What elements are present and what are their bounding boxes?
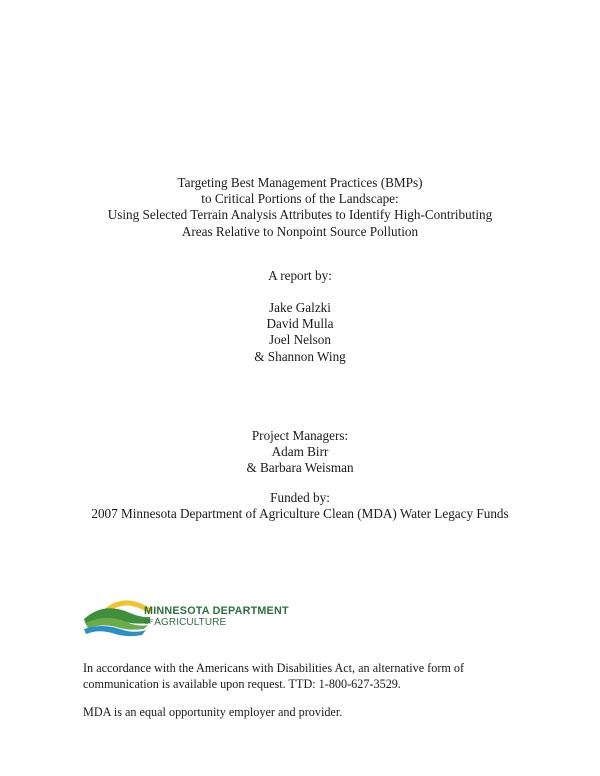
author-list xyxy=(0,300,600,365)
project-managers-label: Project Managers: xyxy=(251,428,349,443)
equal-opportunity-text: MDA is an equal opportunity employer and provider. xyxy=(83,705,343,719)
logo-of-text: OF xyxy=(144,619,154,626)
mda-logo-icon xyxy=(82,595,152,637)
ada-line-2: communication is available upon request. TTD: 1-800-627-3529. xyxy=(83,676,401,691)
author-name: David Mulla xyxy=(266,316,334,332)
title-line-2: to Critical Portions of the Landscape: xyxy=(201,191,399,207)
title-line-4: Areas Relative to Nonpoint Source Pollution xyxy=(181,223,419,239)
title-line-3: Using Selected Terrain Analysis Attributes to Identify High-Contributing xyxy=(107,207,493,223)
mda-logo-text xyxy=(144,605,289,628)
project-managers xyxy=(0,428,600,477)
author-name: Joel Nelson xyxy=(269,332,331,348)
logo-agriculture-word: AGRICULTURE xyxy=(154,617,227,628)
ada-line-1: In accordance with the Americans with Disabilities Act, an alternative form of xyxy=(83,661,465,675)
mda-logo xyxy=(82,595,312,637)
funded-by-label: Funded by: xyxy=(270,490,330,505)
author-name: & Shannon Wing xyxy=(254,348,346,364)
logo-agriculture-text xyxy=(144,617,289,628)
ada-notice xyxy=(83,661,553,692)
funding-section xyxy=(0,490,600,522)
report-by-text: A report by: xyxy=(268,268,332,283)
funding-source: 2007 Minnesota Department of Agriculture Clean (MDA) Water Legacy Funds xyxy=(91,506,509,522)
title-line-1: Targeting Best Management Practices (BMPs) xyxy=(177,175,423,190)
author-name: Jake Galzki xyxy=(269,300,331,315)
report-title xyxy=(0,175,600,240)
manager-name: & Barbara Weisman xyxy=(246,460,354,476)
report-by-label xyxy=(0,268,600,284)
logo-department-text: MINNESOTA DEPARTMENT xyxy=(144,605,289,617)
manager-name: Adam Birr xyxy=(271,444,329,460)
equal-opportunity-notice xyxy=(83,705,553,721)
